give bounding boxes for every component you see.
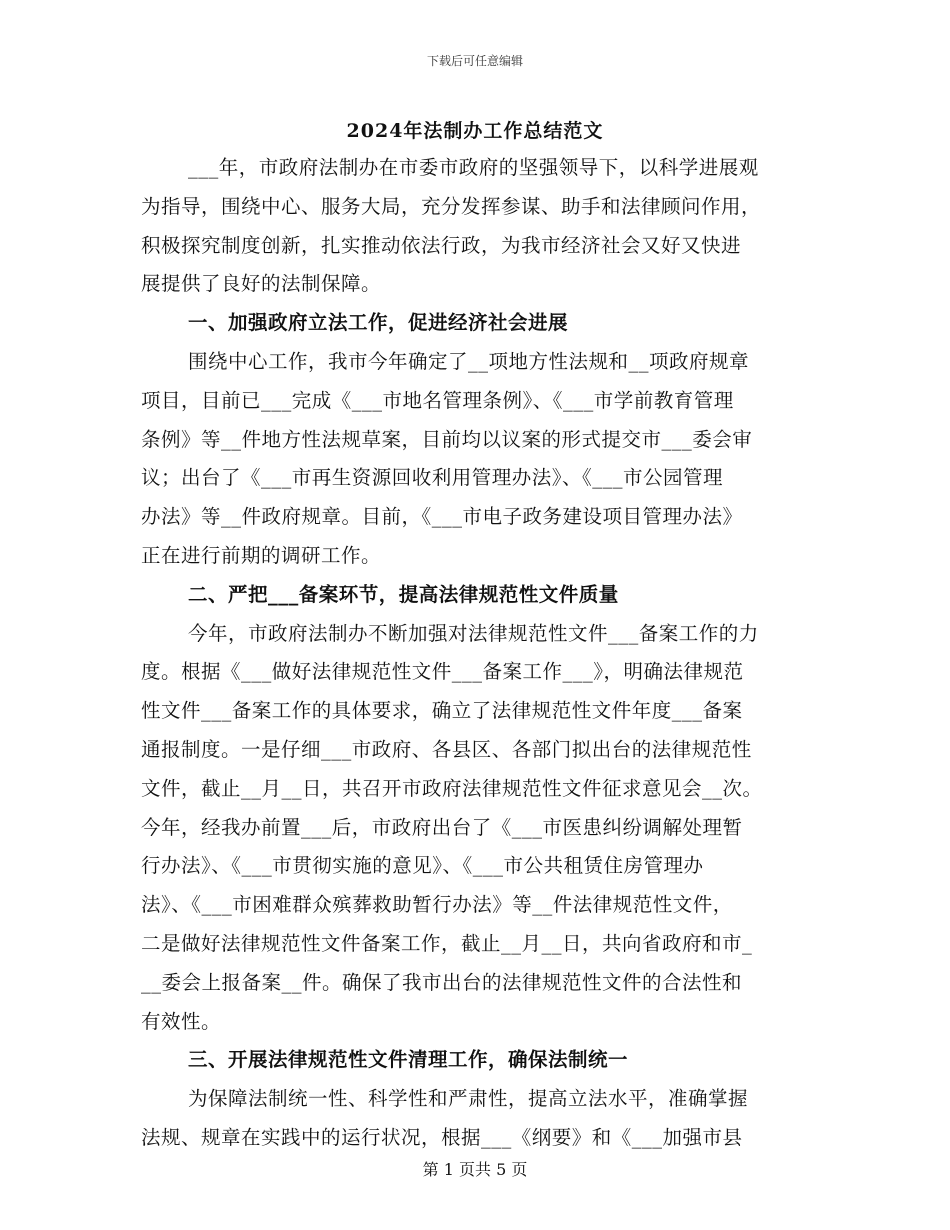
body-line: 行办法》、《___市贯彻实施的意见》、《___市公共租赁住房管理办 <box>141 854 704 878</box>
body-line: 正在进行前期的调研工作。 <box>141 543 382 567</box>
document-body <box>141 149 821 1158</box>
body-line: 通报制度。一是仔细___市政府、各县区、各部门拟出台的法律规范性 <box>141 737 752 761</box>
body-line: 二是做好法律规范性文件备案工作，截止__月__日，共向省政府和市_ <box>141 931 753 955</box>
section-heading: 二、严把___备案环节，提高法律规范性文件质量 <box>188 582 619 606</box>
body-line: 今年，经我办前置___后，市政府出台了《___市医患纠纷调解处理暂 <box>141 815 743 839</box>
body-line: 项目，目前已___完成《___市地名管理条例》、《___市学前教育管理 <box>141 388 734 412</box>
body-line: 性文件___备案工作的具体要求，确立了法律规范性文件年度___备案 <box>141 699 743 723</box>
body-line: 条例》等__件地方性法规草案，目前均以议案的形式提交市___委会审 <box>141 427 753 451</box>
body-line: 围绕中心工作，我市今年确定了__项地方性法规和__项政府规章 <box>188 349 750 373</box>
body-line: __委会上报备案__件。确保了我市出台的法律规范性文件的合法性和 <box>141 970 743 994</box>
body-line: 文件，截止__月__日，共召开市政府法律规范性文件征求意见会__次。 <box>141 776 763 800</box>
section-heading: 三、开展法律规范性文件清理工作，确保法制统一 <box>188 1048 629 1072</box>
body-line: ___年，市政府法制办在市委市政府的坚强领导下，以科学进展观 <box>188 156 759 179</box>
body-line: 度。根据《___做好法律规范性文件___备案工作___》，明确法律规范 <box>141 660 744 684</box>
page-number: 第 1 页共 5 页 <box>422 1160 528 1179</box>
header-note: 下载后可任意编辑 <box>426 54 523 68</box>
body-line: 法》、《___市困难群众殡葬救助暂行办法》等__件法律规范性文件， <box>141 893 733 917</box>
body-line: 法规、规章在实践中的运行状况，根据___《纲要》和《___加强市县 <box>141 1125 743 1149</box>
body-line: 积极探究制度创新，扎实推动依法行政，为我市经济社会又好又快进 <box>141 233 742 257</box>
body-line: 展提供了良好的法制保障。 <box>141 272 382 296</box>
document-title: 2024年法制办工作总结范文 <box>346 120 604 142</box>
body-line: 有效性。 <box>141 1009 222 1033</box>
body-line: 今年，市政府法制办不断加强对法律规范性文件___备案工作的力 <box>188 621 759 645</box>
body-line: 办法》等__件政府规章。目前，《___市电子政务建设项目管理办法》 <box>141 505 743 529</box>
body-line: 为指导，围绕中心、服务大局，充分发挥参谋、助手和法律顾问作用， <box>141 194 762 218</box>
body-line: 为保障法制统一性、科学性和严肃性，提高立法水平，准确掌握 <box>188 1087 749 1111</box>
body-line: 议；出台了《___市再生资源回收利用管理办法》、《___市公园管理 <box>141 466 724 490</box>
section-heading: 一、加强政府立法工作，促进经济社会进展 <box>188 311 569 335</box>
